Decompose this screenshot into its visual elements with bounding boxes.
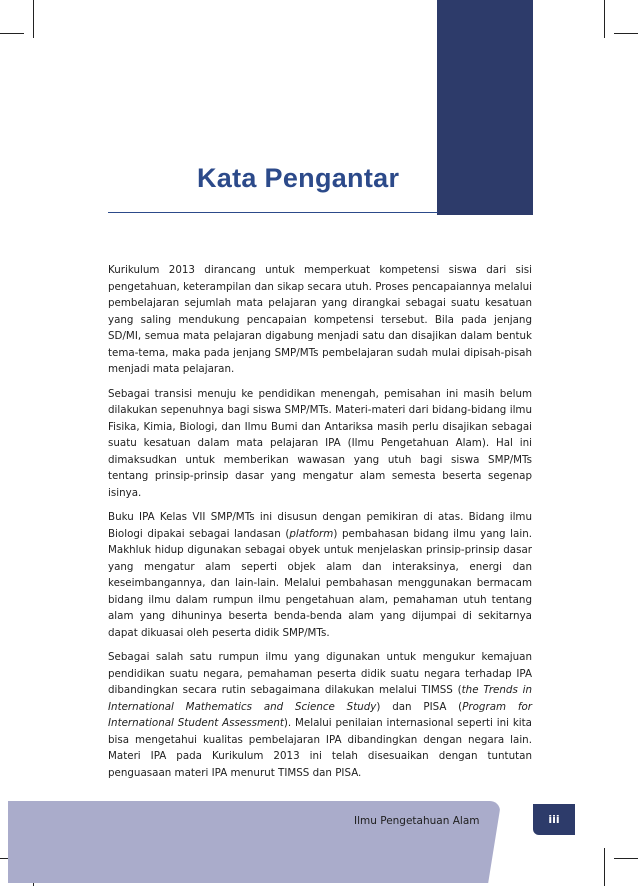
crop-mark <box>614 33 638 34</box>
text-run: ) dan PISA ( <box>376 700 463 713</box>
text-run: Buku IPA Kelas VII SMP/MTs ini disusun dengan pemikiran di atas. Bidang ilmu Biologi dipakai sebagai landasan ( <box>108 511 532 540</box>
text-run: Sebagai salah satu rumpun ilmu yang digunakan untuk mengukur kemajuan pendidikan suatu negara, pemahaman peserta didik suatu negara terhadap IPA dibandingkan secara rutin sebagaimana dilakukan melalui TIMSS ( <box>108 651 532 696</box>
body-text <box>108 262 532 789</box>
crop-mark <box>604 0 605 38</box>
page-title: Kata Pengantar <box>197 163 400 193</box>
crop-mark <box>614 858 638 859</box>
footer-band <box>8 801 500 883</box>
header-accent-bar <box>437 0 533 215</box>
paragraph-4 <box>108 649 532 781</box>
text-run: ). Melalui penilaian internasional seperti ini kita bisa mengetahui kualitas pembelajaran IPA dibandingkan dengan negara lain. Materi IPA pada Kurikulum 2013 ini telah disesuaikan dengan tuntutan penguasaan materi IPA menurut TIMSS dan PISA. <box>108 717 532 779</box>
crop-mark <box>604 848 605 886</box>
paragraph-1: Kurikulum 2013 dirancang untuk memperkuat kompetensi siswa dari sisi pengetahuan, keterampilan dan sikap secara utuh. Proses pencapaiannya melalui pembelajaran sejumlah mata pelajaran yang dirangkai sebagai suatu kesatuan yang saling mendukung pencapaian kompetensi tersebut. Bila pada jenjang SD/MI, semua mata pelajaran digabung menjadi satu dan disajikan dalam bentuk tema-tema, maka pada jenjang SMP/MTs pembelajaran sudah mulai dipisah-pisah menjadi mata pelajaran. <box>108 264 532 375</box>
paragraph-2: Sebagai transisi menuju ke pendidikan menengah, pemisahan ini masih belum dilakukan sepenuhnya bagi siswa SMP/MTs. Materi-materi dari bidang-bidang ilmu Fisika, Kimia, Biologi, dan Ilmu Bumi dan Antariksa masih perlu disajikan sebagai suatu kesatuan dalam mata pelajaran IPA (Ilmu Pengetahuan Alam). Hal ini dimaksudkan untuk memberikan wawasan yang utuh bagi siswa SMP/MTs tentang prinsip-prinsip dasar yang mengatur alam semesta beserta segenap isinya. <box>108 387 532 499</box>
crop-mark <box>33 0 34 38</box>
paragraph-3 <box>108 509 532 641</box>
italic-term: Program for International Student Assessment <box>108 700 532 729</box>
italic-term: platform <box>289 527 334 540</box>
footer-subject: Ilmu Pengetahuan Alam <box>354 815 480 827</box>
crop-mark <box>0 33 24 34</box>
italic-term: the Trends in International Mathematics and Science Study <box>108 684 532 713</box>
page-number: iii <box>533 804 575 835</box>
text-run: ) pembahasan bidang ilmu yang lain. Makhluk hidup digunakan sebagai obyek untuk menjelaskan prinsip-prinsip dasar yang mengatur alam seperti objek alam dan interaksinya, energi dan keseimbangannya, dan lain-lain. Melalui pembahasan menggunakan bermacam bidang ilmu dalam rumpun ilmu pengetahuan alam, pemahaman utuh tentang alam yang dihuninya beserta benda-benda alam yang dijumpai di sekitarnya dapat dikuasai oleh peserta didik SMP/MTs. <box>108 527 532 639</box>
title-underline <box>108 212 438 213</box>
